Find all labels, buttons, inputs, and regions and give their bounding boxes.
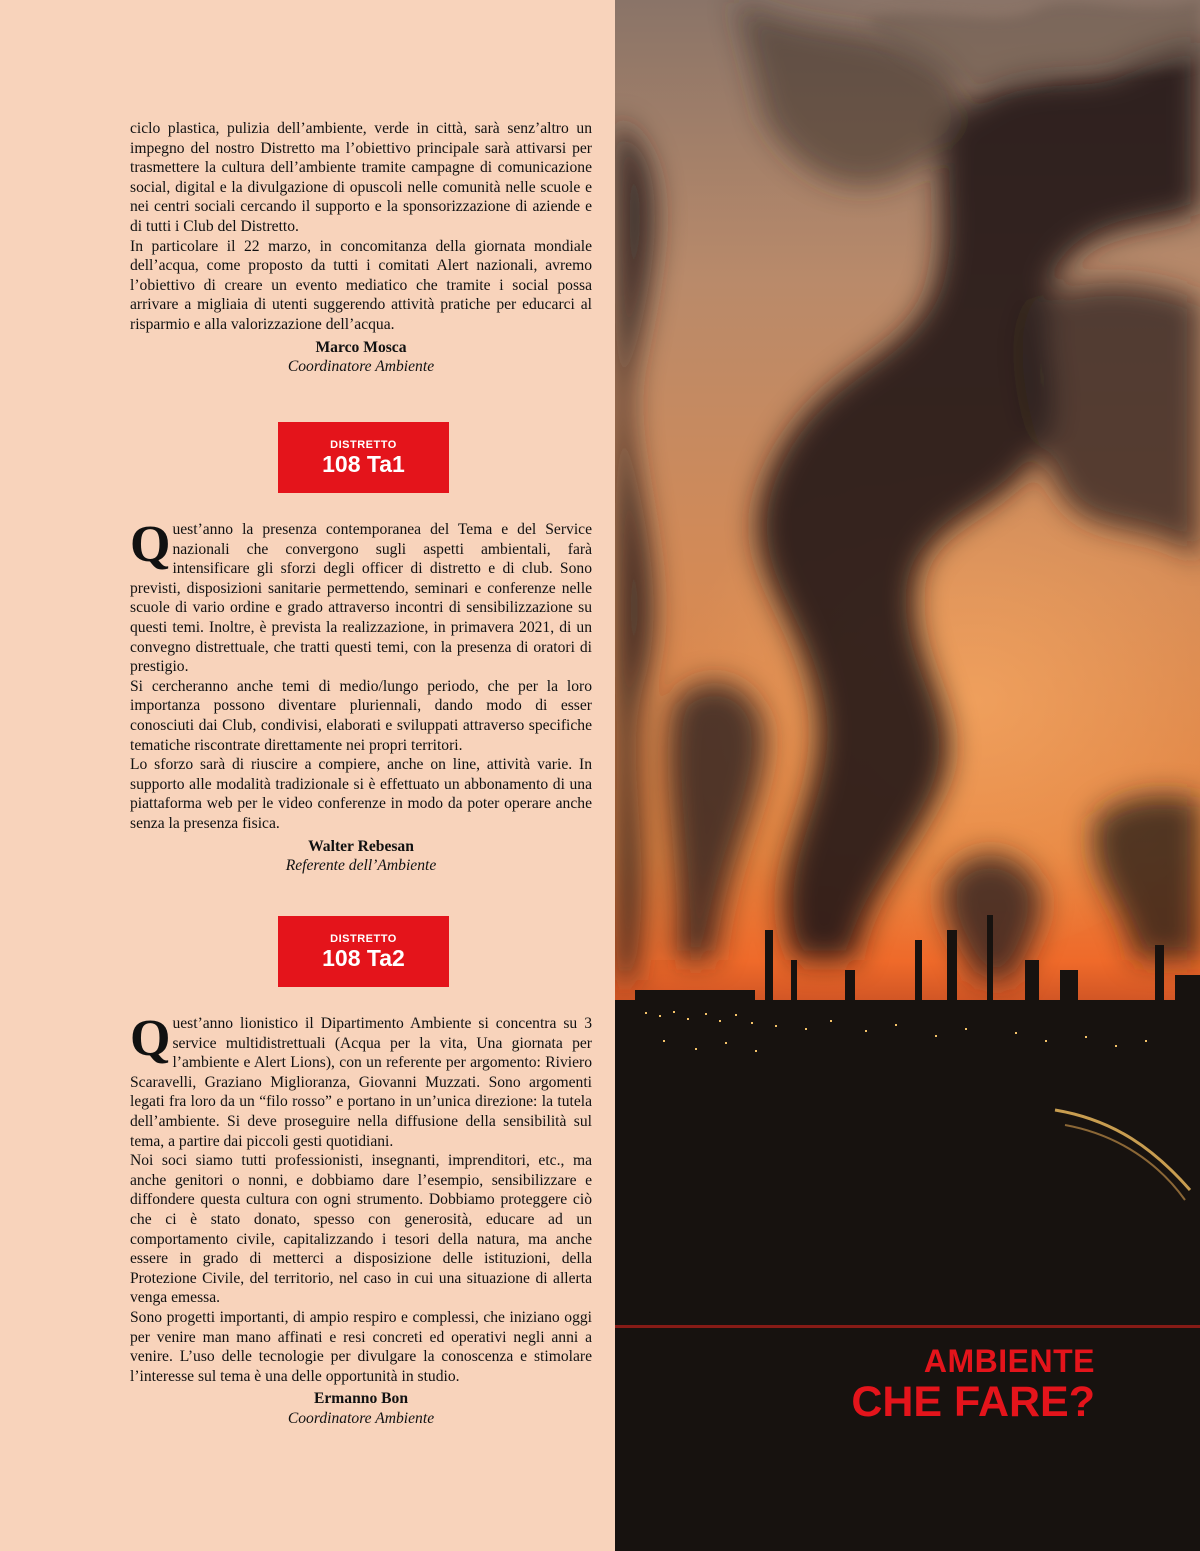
industrial-smoke-photo	[615, 0, 1200, 1551]
headline-line-1: AMBIENTE	[923, 1343, 1095, 1379]
section-1	[130, 119, 592, 377]
section-3-signature	[130, 1389, 592, 1428]
section-3	[130, 1010, 592, 1428]
section-2-dropcap: Q	[130, 516, 171, 573]
district-badge-ta2	[278, 916, 449, 987]
photo-illustration	[615, 0, 1200, 1551]
section-2-signature	[130, 837, 592, 876]
section-3-author: Ermanno Bon	[313, 1390, 409, 1408]
headline	[851, 1345, 1095, 1424]
section-2-paragraph-2: Si cercheranno anche temi di medio/lungo periodo, che per la loro importanza possono diventare pluriennali, dando modo di esser conosciuti dai Club, condivisi, elaborati e sviluppati attraverso specifiche tematiche riscontrate direttamente nei propri territori.	[130, 677, 592, 754]
section-2-paragraph-1-text: uest’anno la presenza contemporanea del Tema e del Service nazionali che convergono sugli aspetti ambientali, farà intensificare gli sforzi degli officer di distretto e di club. Sono previsti, disposizioni sanitarie permettendo, seminari e conferenze nelle scuole di vario ordine e grado attraverso incontri di sensibilizzazione su questi temi. Inoltre, è prevista la realizzazione, in primavera 2021, di un convegno distrettuale, che tratti questi temi, con la presenza di oratori di prestigio.	[130, 521, 592, 676]
section-1-role: Coordinatore Ambiente	[287, 358, 435, 376]
section-2-paragraph-3: Lo sforzo sarà di riuscire a compiere, anche on line, attività varie. In supporto alle modalità tradizionale si è effettuato un abbonamento di una piattaforma web per le video conferenze in modo da poter operare anche senza la presenza fisica.	[130, 756, 592, 832]
section-2	[130, 516, 592, 876]
section-1-paragraph-2: In particolare il 22 marzo, in concomitanza della giornata mondiale dell’acqua, come proposto da tutti i comitati Alert nazionali, avremo l’obiettivo di creare un evento mediatico che tramite i social possa arrivare a migliaia di utenti suggerendo attività pratiche per educarci al risparmio e alla valorizzazione dell’acqua.	[130, 237, 592, 333]
district-badge-ta2-number: 108 Ta2	[322, 945, 405, 971]
section-3-paragraph-1	[130, 1010, 592, 1151]
section-3-paragraph-3: Sono progetti importanti, di ampio respiro e complessi, che iniziano oggi per venire man mano affinati e resi concreti ed operativi negli anni a venire. L’uso delle tecnologie per divulgare la conoscenza e stimolare l’interesse sul tema è una delle opportunità in studio.	[130, 1308, 592, 1385]
district-badge-ta1-number: 108 Ta1	[322, 451, 405, 477]
section-1-author: Marco Mosca	[315, 338, 407, 356]
section-3-paragraph-1-text: uest’anno lionistico il Dipartimento Ambiente si concentra su 3 service multidistrettuali (Acqua per la vita, Una giornata per l’ambiente e Alert Lions), con un referente per argomento: Riviero Scaravelli, Graziano Miglioranza, Giovanni Muzzati. Sono argomenti legati fra loro da un “filo rosso” e portano in un’unica direzione: la tutela dell’ambiente. Si deve proseguire nella diffusione della sensibilità sul tema, a partire dai piccoli gesti quotidiani.	[130, 1015, 592, 1150]
section-2-author: Walter Rebesan	[308, 837, 414, 855]
section-3-role: Coordinatore Ambiente	[287, 1409, 435, 1427]
section-2-role: Referente dell’Ambiente	[285, 857, 437, 875]
section-1-signature	[130, 338, 592, 377]
headline-line-2: CHE FARE?	[851, 1378, 1095, 1426]
district-badge-ta1-label: DISTRETTO	[330, 439, 397, 451]
section-2-paragraph-1	[130, 516, 592, 677]
section-3-paragraph-2: Noi soci siamo tutti professionisti, insegnanti, imprenditori, etc., ma anche genitori o nonni, e dobbiamo dare l’esempio, sensibilizzare e diffondere questa cultura con ogni strumento. Dobbiamo proteggere ciò che ci è stato donato, spesso con generosità, educare ad un comportamento civile, capitalizzando i tesori della natura, ma anche essere in grado di metterci a disposizione delle istituzioni, della Protezione Civile, del territorio, nel caso in cui una situazione di allerta venga emessa.	[130, 1152, 592, 1307]
section-1-paragraph-1: ciclo plastica, pulizia dell’ambiente, verde in città, sarà senz’altro un impegno del nostro Distretto ma l’obiettivo principale sarà attivarsi per trasmettere la cultura dell’ambiente tramite campagne di comunicazione social, digital e la divulgazione di opuscoli nelle comunità nelle scuole e nei centri sociali cercando il supporto e la sponsorizzazione di aziende e di tutti i Club del Distretto.	[130, 120, 592, 235]
factory-skyline	[615, 915, 1200, 1551]
section-3-dropcap: Q	[130, 1010, 171, 1067]
district-badge-ta1	[278, 422, 449, 493]
district-badge-ta2-label: DISTRETTO	[330, 933, 397, 945]
